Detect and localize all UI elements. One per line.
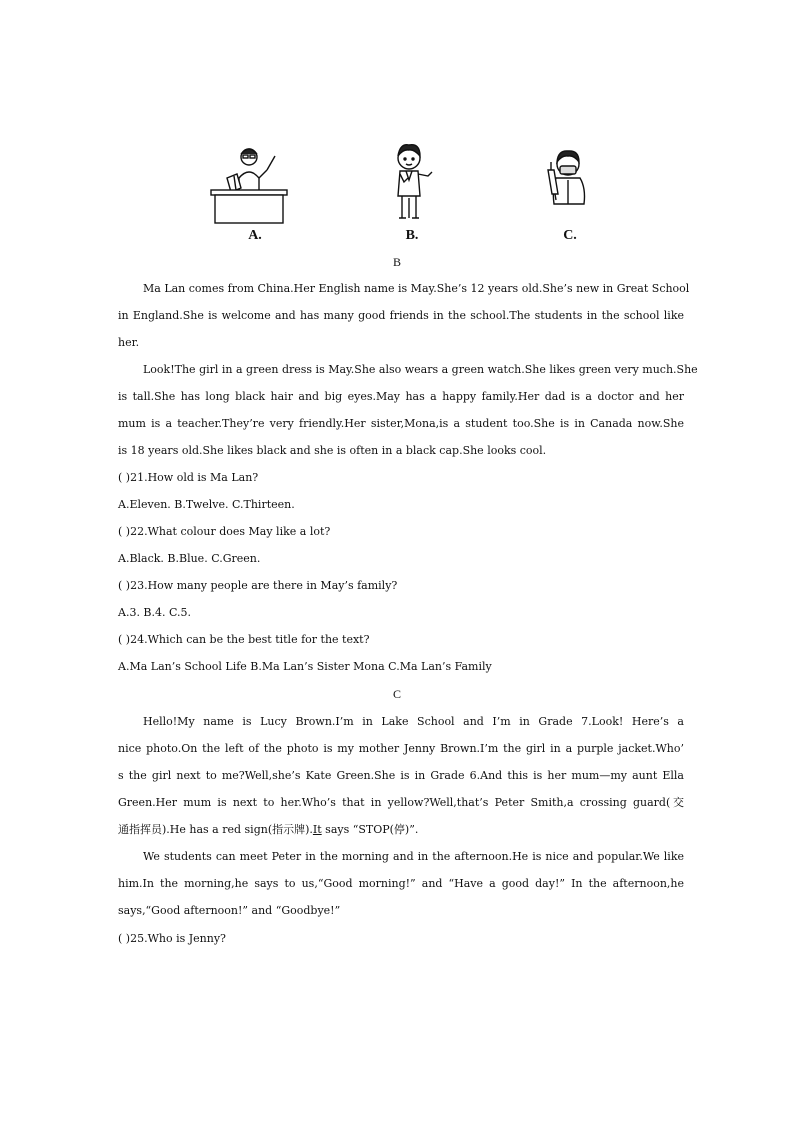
text-line: is 18 years old.She likes black and she is often in a black cap.She looks cool. [118,444,547,457]
text-line [118,816,684,843]
text-line: nice photo.On the left of the photo is my mother Jenny Brown.I’m the girl in a purple jacket.Who’ [118,742,684,755]
option-a-figure [205,140,305,250]
option-b-label: B. [405,228,419,243]
question-21-options: A.Eleven. B.Twelve. C.Thirteen. [118,498,295,511]
boy-waving-icon [362,140,462,230]
underlined-word: It [312,823,322,836]
text-line: is tall.She has long black hair and big eyes.May has a happy family.Her dad is a doctor and her [118,390,684,403]
text-line: mum is a teacher.They’re very friendly.Her sister,Mona,is a student too.She is in Canada now.She [118,417,684,430]
question-24-options: A.Ma Lan’s School Life B.Ma Lan’s Sister Mona C.Ma Lan’s Family [118,660,492,673]
question-25: ( )25.Who is Jenny? [118,932,226,945]
section-c-paragraph-2 [118,843,684,924]
option-c-figure [520,140,620,250]
text-line: her. [118,336,140,349]
option-b-figure [362,140,462,250]
text-line: Hello!My name is Lucy Brown.I’m in Lake School and I’m in Grade 7.Look! Here’s a [143,715,684,728]
section-c-heading: C [392,687,401,701]
text-line: s the girl next to me?Well,she’s Kate Green.She is in Grade 6.And this is her mum—my aunt Ella [118,769,684,782]
option-a-label: A. [248,228,262,243]
section-b-paragraph-2 [118,356,698,464]
section-b-paragraph-1 [118,275,690,356]
text-line: Ma Lan comes from China.Her English name is May.She’s 12 years old.She’s new in Great School [143,282,690,295]
question-22: ( )22.What colour does May like a lot? [118,525,331,538]
text-line: Green.Her mum is next to her.Who’s that in yellow?Well,that’s Peter Smith,a crossing guard(交 [118,796,684,809]
option-c-label: C. [563,228,577,243]
question-23: ( )23.How many people are there in May’s family? [118,579,398,592]
picture-options [200,140,600,250]
text-fragment: 通指挥员).He has a red sign(指示牌). [118,823,313,836]
section-c-paragraph-1 [118,708,684,843]
text-line: says,“Good afternoon!” and “Goodbye!” [118,904,341,917]
question-23-options: A.3. B.4. C.5. [118,606,192,619]
text-line: Look!The girl in a green dress is May.She also wears a green watch.She likes green very much.She [143,363,698,376]
doctor-with-mask-icon [520,140,620,230]
text-line: in England.She is welcome and has many good friends in the school.The students in the school like [118,309,684,322]
question-21: ( )21.How old is Ma Lan? [118,471,259,484]
question-24: ( )24.Which can be the best title for the text? [118,633,370,646]
text-fragment: says “STOP(停)”. [321,823,419,836]
teacher-at-desk-icon [205,140,305,230]
section-b-heading: B [392,255,401,269]
text-line: him.In the morning,he says to us,“Good morning!” and “Have a good day!” In the afternoon,he [118,877,684,890]
question-22-options: A.Black. B.Blue. C.Green. [118,552,261,565]
text-line: We students can meet Peter in the morning and in the afternoon.He is nice and popular.We like [143,850,684,863]
